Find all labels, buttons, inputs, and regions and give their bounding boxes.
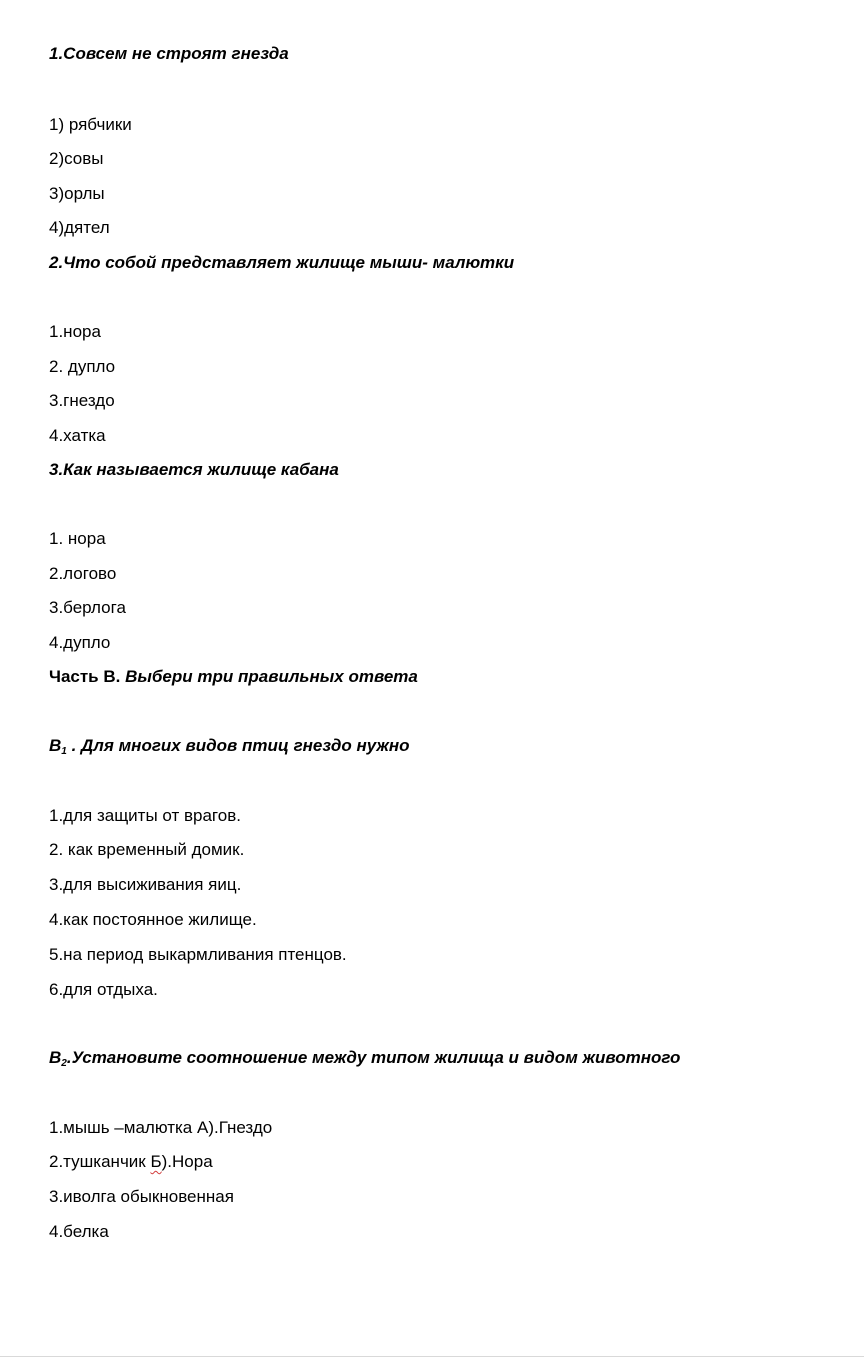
spellcheck-squiggle: Б xyxy=(150,1152,162,1171)
part-b-instruction: Выбери три правильных ответа xyxy=(125,667,418,686)
question-b2-row-1-left: 1.мышь –малютка xyxy=(49,1118,193,1137)
question-2-option-2: 2. дупло xyxy=(49,357,116,376)
question-b2-row-2-left: 2.тушканчик xyxy=(49,1152,146,1171)
question-3-option-3: 3.берлога xyxy=(49,598,126,617)
question-1-option-3: 3)орлы xyxy=(49,184,105,203)
question-b1-option-6: 6.для отдыха. xyxy=(49,980,158,999)
question-b2-row-2-right-rest: ).Нора xyxy=(161,1152,213,1171)
question-b2-letter: В xyxy=(49,1048,62,1067)
question-b1-index: 1 xyxy=(61,746,67,757)
question-b1-title xyxy=(49,736,410,756)
question-1-option-2: 2)совы xyxy=(49,149,104,168)
question-b2-row-4: 4.белка xyxy=(49,1222,109,1241)
question-2-title: 2.Что собой представляет жилище мыши- малютки xyxy=(49,253,515,272)
question-3-option-1: 1. нора xyxy=(49,529,106,548)
question-1-title: 1.Совсем не строят гнезда xyxy=(49,44,289,63)
question-b2-row-3: 3.иволга обыкновенная xyxy=(49,1187,234,1206)
question-b1-option-1: 1.для защиты от врагов. xyxy=(49,806,241,825)
question-b1-option-4: 4.как постоянное жилище. xyxy=(49,910,257,929)
question-b1-option-2: 2. как временный домик. xyxy=(49,840,245,859)
question-b1-option-5: 5.на период выкармливания птенцов. xyxy=(49,945,347,964)
question-3-title: 3.Как называется жилище кабана xyxy=(49,460,339,479)
question-b2-row-1 xyxy=(49,1118,272,1138)
question-b2-row-2 xyxy=(49,1152,213,1172)
question-3-option-4: 4.дупло xyxy=(49,633,111,652)
question-b2-index: 2 xyxy=(61,1058,67,1069)
question-b2-title xyxy=(49,1048,680,1068)
question-2-option-4: 4.хатка xyxy=(49,426,106,445)
question-3-option-2: 2.логово xyxy=(49,564,117,583)
question-b1-letter: В xyxy=(49,736,62,755)
part-b-heading xyxy=(49,667,418,687)
question-1-option-4: 4)дятел xyxy=(49,218,110,237)
page-bottom-edge xyxy=(0,1356,864,1357)
part-b-label: Часть В. xyxy=(49,667,121,686)
question-b2-text: .Установите соотношение между типом жилища и видом животного xyxy=(66,1048,681,1067)
question-b1-text: . Для многих видов птиц гнездо нужно xyxy=(66,736,410,755)
question-b1-option-3: 3.для высиживания яиц. xyxy=(49,875,242,894)
question-1-option-1: 1) рябчики xyxy=(49,115,132,134)
question-b2-row-1-right: А).Гнездо xyxy=(196,1118,273,1137)
question-b2-row-2-right xyxy=(150,1152,212,1171)
question-2-option-3: 3.гнездо xyxy=(49,391,115,410)
question-2-option-1: 1.нора xyxy=(49,322,101,341)
